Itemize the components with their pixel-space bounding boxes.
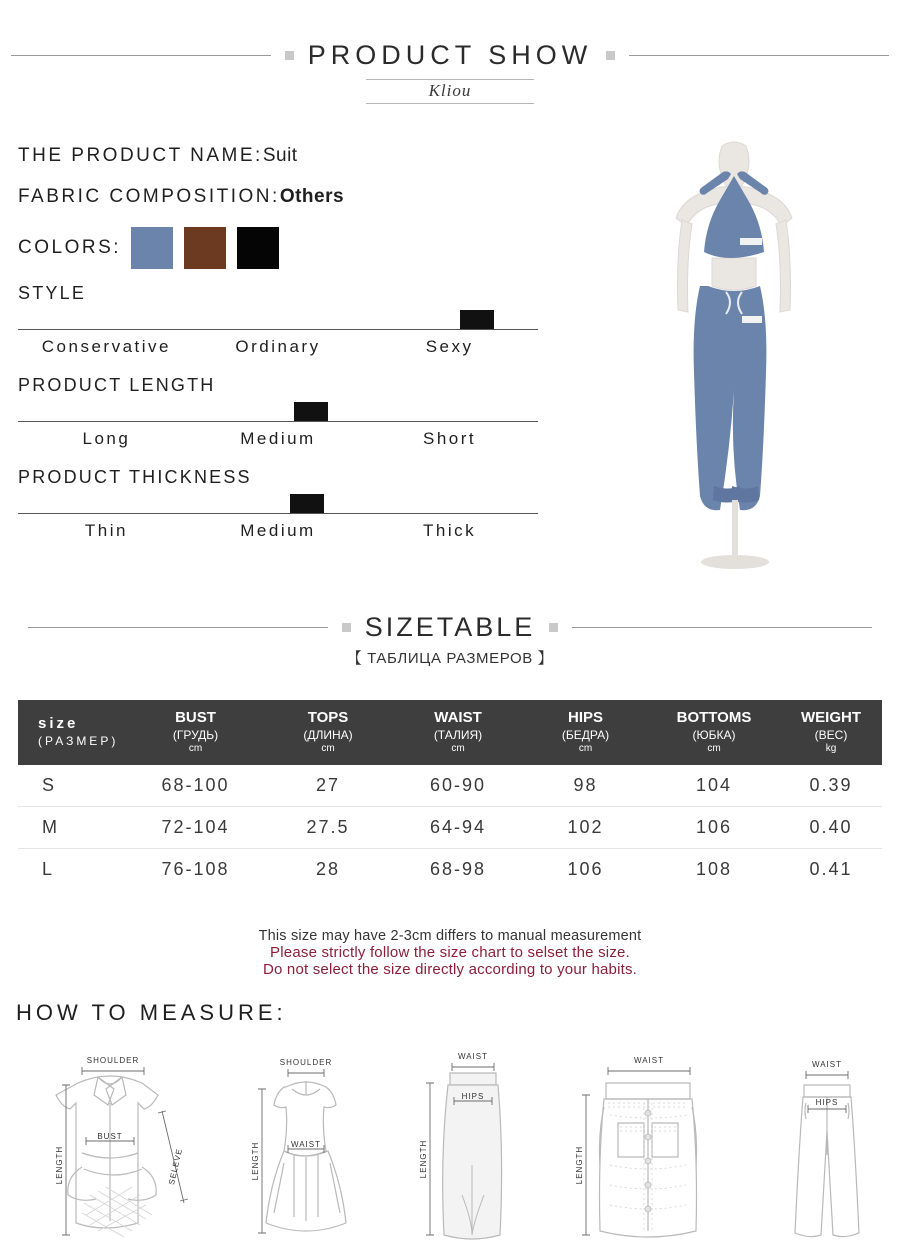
cell-waist: 68-98	[429, 859, 487, 880]
cell-weight: 0.39	[780, 765, 882, 807]
sizetable-title: SIZETABLE	[364, 612, 536, 642]
fabric-composition-row	[18, 186, 538, 208]
product-spec-block	[18, 145, 538, 559]
cell-waist: 64-94	[393, 807, 523, 849]
scale-length-labels	[18, 429, 538, 449]
col-tops-en: TOPS	[307, 709, 349, 726]
col-bottoms	[648, 700, 780, 765]
cell-waist: 60-90	[393, 765, 523, 807]
svg-text:HIPS: HIPS	[815, 1098, 839, 1107]
col-hips-en: HIPS	[567, 709, 603, 726]
cell-size: M	[18, 807, 128, 849]
scale-thickness-title: PRODUCT THICKNESS	[18, 467, 252, 487]
col-size-en: size	[38, 715, 79, 733]
cell-bottoms: 106	[648, 807, 780, 849]
col-waist-unit: cm	[451, 742, 465, 754]
svg-text:SHOULDER: SHOULDER	[86, 1056, 140, 1065]
header-square-right-icon	[606, 51, 615, 60]
scale-style-bar	[18, 308, 538, 330]
svg-text:WAIST: WAIST	[290, 1140, 322, 1149]
scale-style-labels	[18, 337, 538, 357]
scale-length-option-0: Long	[82, 429, 131, 448]
col-bust-unit: cm	[188, 742, 203, 754]
cell-tops: 28	[315, 859, 341, 880]
scale-length-option-2: Short	[423, 429, 477, 448]
scale-length-option-1: Medium	[240, 429, 316, 448]
size-notes	[0, 928, 900, 978]
scale-style-marker	[460, 310, 494, 329]
brand-name: Kliou	[366, 79, 534, 104]
color-swatch-brown[interactable]	[184, 227, 226, 269]
sizetable-square-left-icon	[342, 623, 351, 632]
col-weight	[780, 700, 882, 765]
measure-figure-dress	[240, 1045, 370, 1245]
table-row	[18, 765, 882, 807]
svg-text:SELEVE: SELEVE	[167, 1147, 185, 1186]
col-size-ru: (РАЗМЕР)	[38, 734, 119, 748]
colors-row	[18, 227, 538, 269]
col-bust	[128, 700, 263, 765]
fabric-composition-value: Others	[279, 186, 345, 207]
size-note-measurement: This size may have 2-3cm differs to manual measurement	[258, 928, 642, 944]
size-table	[18, 700, 882, 890]
product-name-value: Suit	[262, 145, 298, 166]
sizetable-rule-left	[28, 627, 328, 628]
page-title: PRODUCT SHOW	[307, 40, 593, 70]
col-bust-ru: (ГРУДЬ)	[172, 727, 219, 742]
cell-weight: 0.41	[809, 859, 853, 880]
scale-thickness-bar	[18, 492, 538, 514]
col-bottoms-ru: (ЮБКА)	[692, 727, 736, 742]
cell-weight: 0.40	[780, 807, 882, 849]
measure-figure-jacket	[20, 1045, 200, 1245]
color-swatch-blue[interactable]	[131, 227, 173, 269]
how-to-measure-title: HOW TO MEASURE:	[16, 1000, 287, 1025]
cell-hips: 98	[523, 765, 648, 807]
svg-text:BUST: BUST	[97, 1132, 123, 1141]
scale-length-marker	[294, 402, 328, 421]
sizetable-subtitle: 【 ТАБЛИЦА РАЗМЕРОВ 】	[346, 650, 554, 667]
cell-size: L	[42, 859, 54, 880]
scale-thickness-rule	[18, 513, 538, 514]
header-square-left-icon	[285, 51, 294, 60]
cell-tops: 27	[263, 765, 393, 807]
col-waist	[393, 700, 523, 765]
col-weight-ru: (BEC)	[814, 727, 848, 742]
scale-length	[18, 375, 538, 449]
scale-thickness-option-2: Thick	[423, 521, 477, 540]
col-weight-en: WEIGHT	[801, 709, 861, 726]
col-tops-ru: (ДЛИНА)	[303, 727, 353, 742]
col-hips-ru: (БЕДРА)	[561, 727, 610, 742]
header-rule-right	[629, 55, 889, 56]
sizetable-header	[0, 612, 900, 668]
scale-style-rule	[18, 329, 538, 330]
svg-text:LENGTH: LENGTH	[55, 1145, 64, 1185]
col-hips-unit: cm	[578, 742, 593, 754]
product-name-label: THE PRODUCT NAME:	[18, 145, 263, 166]
cell-bottoms: 104	[648, 765, 780, 807]
col-bottoms-en: BOTTOMS	[676, 709, 752, 726]
svg-text:LENGTH: LENGTH	[575, 1145, 584, 1185]
size-note-follow-chart: Please strictly follow the size chart to selset the size.	[270, 944, 630, 961]
svg-text:WAIST: WAIST	[457, 1052, 489, 1061]
scale-thickness-labels	[18, 521, 538, 541]
svg-text:HIPS: HIPS	[461, 1092, 485, 1101]
col-weight-unit: kg	[825, 742, 837, 754]
measure-figure-skirt	[410, 1045, 520, 1245]
svg-text:SHOULDER: SHOULDER	[279, 1058, 333, 1067]
svg-text:LENGTH: LENGTH	[419, 1139, 428, 1179]
fabric-composition-label: FABRIC COMPOSITION:	[18, 186, 280, 207]
scale-style-title: STYLE	[18, 283, 87, 303]
page-header	[0, 0, 900, 104]
measure-figure-shorts	[560, 1045, 730, 1245]
cell-bottoms: 108	[695, 859, 733, 880]
scale-length-bar	[18, 400, 538, 422]
scale-style	[18, 283, 538, 357]
scale-style-option-1: Ordinary	[235, 337, 321, 356]
col-tops	[263, 700, 393, 765]
header-rule-left	[11, 55, 271, 56]
measure-figure-pants	[770, 1045, 880, 1245]
col-size	[18, 700, 128, 765]
scale-thickness	[18, 467, 538, 541]
scale-thickness-marker	[290, 494, 324, 513]
svg-text:LENGTH: LENGTH	[251, 1141, 260, 1181]
col-hips	[523, 700, 648, 765]
table-header-row	[18, 700, 882, 765]
cell-bust: 72-104	[128, 807, 263, 849]
scale-length-rule	[18, 421, 538, 422]
col-bottoms-unit: cm	[707, 742, 721, 754]
table-row	[18, 849, 882, 891]
cell-bust: 68-100	[128, 765, 263, 807]
col-waist-ru: (ТАЛИЯ)	[433, 727, 483, 742]
sizetable-rule-right	[572, 627, 872, 628]
sizetable-title-row	[0, 612, 900, 643]
col-tops-unit: cm	[321, 742, 335, 754]
cell-tops: 27.5	[263, 807, 393, 849]
how-to-measure-figures	[20, 1035, 880, 1245]
product-name-row	[18, 145, 538, 167]
scale-thickness-option-1: Medium	[240, 521, 316, 540]
svg-text:WAIST: WAIST	[633, 1056, 665, 1065]
color-swatch-black[interactable]	[237, 227, 279, 269]
size-note-habits: Do not select the size directly according to your habits.	[262, 961, 638, 978]
col-waist-en: WAIST	[434, 709, 482, 726]
cell-size: S	[18, 765, 128, 807]
scale-length-title: PRODUCT LENGTH	[18, 375, 216, 395]
scale-thickness-option-0: Thin	[84, 521, 128, 540]
colors-label: COLORS:	[18, 237, 122, 258]
cell-hips: 102	[523, 807, 648, 849]
cell-hips: 106	[567, 859, 604, 880]
sizetable-square-right-icon	[549, 623, 558, 632]
table-row	[18, 807, 882, 849]
cell-bust: 76-108	[161, 859, 230, 880]
scale-style-option-0: Conservative	[41, 337, 171, 356]
scale-style-option-2: Sexy	[425, 337, 474, 356]
svg-text:WAIST: WAIST	[811, 1060, 843, 1069]
product-show-title-row	[0, 40, 900, 71]
product-photo	[604, 140, 864, 590]
col-bust-en: BUST	[175, 709, 216, 726]
